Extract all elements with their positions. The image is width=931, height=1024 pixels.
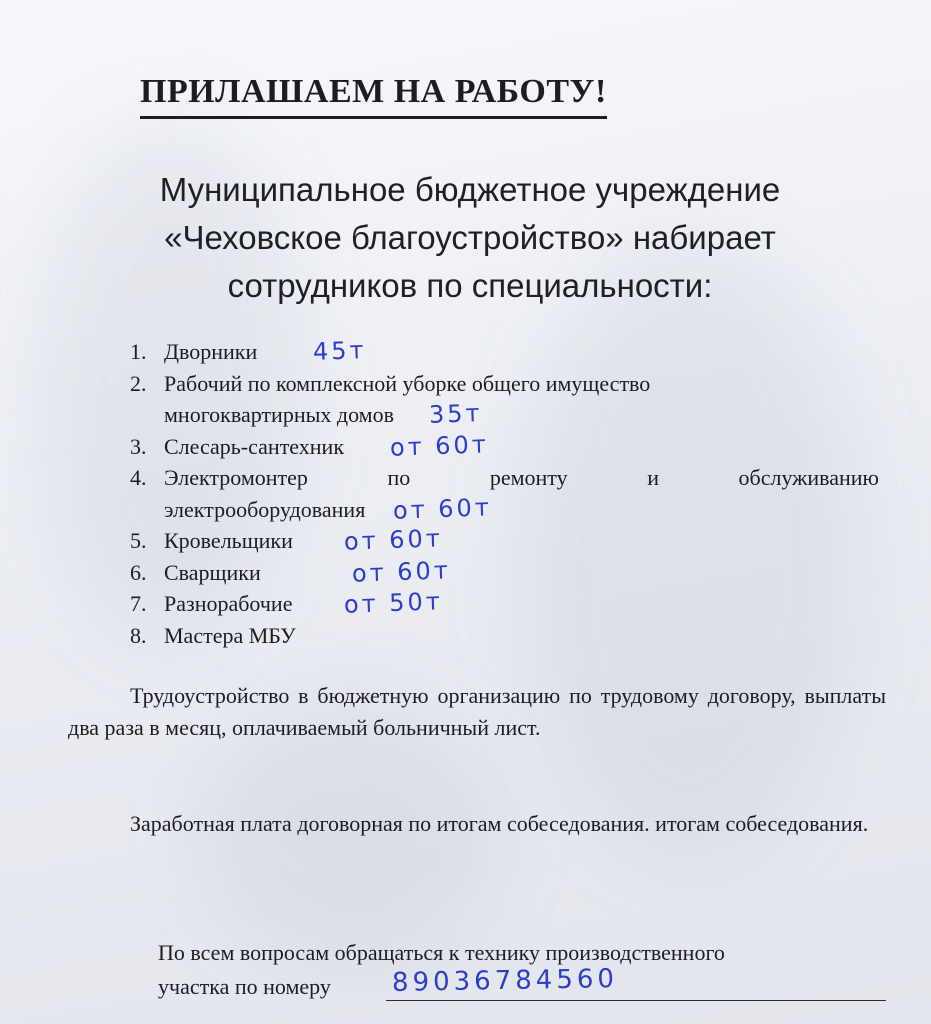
list-item [130,462,890,525]
handwritten-salary: 35т [428,399,484,429]
position-word: обслуживанию [738,465,879,490]
list-number: 2. [130,370,147,396]
position-label: Разнорабочие [164,591,293,616]
position-label: Сварщики [164,559,261,585]
justified-label [164,462,879,494]
heading-line: сотрудников по специальности: [227,267,713,304]
list-item [130,336,890,368]
handwritten-salary: от 60т [343,524,444,556]
list-number: 4. [130,465,147,490]
position-label: Слесарь-сантехник [164,433,345,459]
position-label: Дворники [164,339,258,364]
list-number: 7. [130,591,147,616]
handwritten-phone-number: 89036784560 [391,964,619,998]
handwritten-salary: от 60т [389,429,489,462]
poster-heading [60,166,880,310]
employment-terms-paragraph: Трудоустройство в бюджетную организацию по трудовому договору, выплаты два раза в месяц, оплачиваемый больничный лист. [68,683,886,740]
list-item [130,368,890,431]
contact-line [158,964,893,1004]
list-number: 5. [130,528,147,553]
position-word: ремонту [489,465,568,490]
list-item [130,588,890,620]
poster-title: ПРИЛАШАЕМ НА РАБОТУ! [140,72,607,119]
position-label: Рабочий по комплексной уборке общего имущество [164,370,651,396]
position-label: Мастера МБУ [164,622,296,648]
handwritten-salary: от 60т [351,555,452,588]
list-item [130,525,890,557]
position-word: по [387,465,411,490]
position-label-continued: многоквартирных домов [164,402,394,427]
phone-underline [386,964,886,1001]
list-number: 8. [130,622,147,648]
list-number: 1. [130,339,147,364]
salary-terms-paragraph: Заработная плата договорная по итогам собеседования. итогам собеседования. [130,811,869,836]
handwritten-salary: от 60т [392,492,493,525]
list-item [130,431,890,463]
contact-label: участка по номеру [158,974,331,999]
list-item [130,620,890,652]
positions-list [130,336,890,651]
position-word: и [647,465,659,490]
contact-block [158,936,893,1004]
handwritten-salary: от 50т [343,587,444,619]
position-label: Кровельщики [164,528,293,553]
position-label-continued: электрооборудования [164,496,366,522]
position-word: Электромонтер [164,465,308,490]
list-number: 3. [130,433,147,459]
list-item [130,557,890,589]
list-number: 6. [130,559,147,585]
handwritten-salary: 45т [312,336,367,366]
contact-line: По всем вопросам обращаться к технику производственного [158,940,725,965]
heading-line: «Чеховское благоустройство» набирает [164,219,776,256]
heading-line: Муниципальное бюджетное учреждение [159,171,781,208]
